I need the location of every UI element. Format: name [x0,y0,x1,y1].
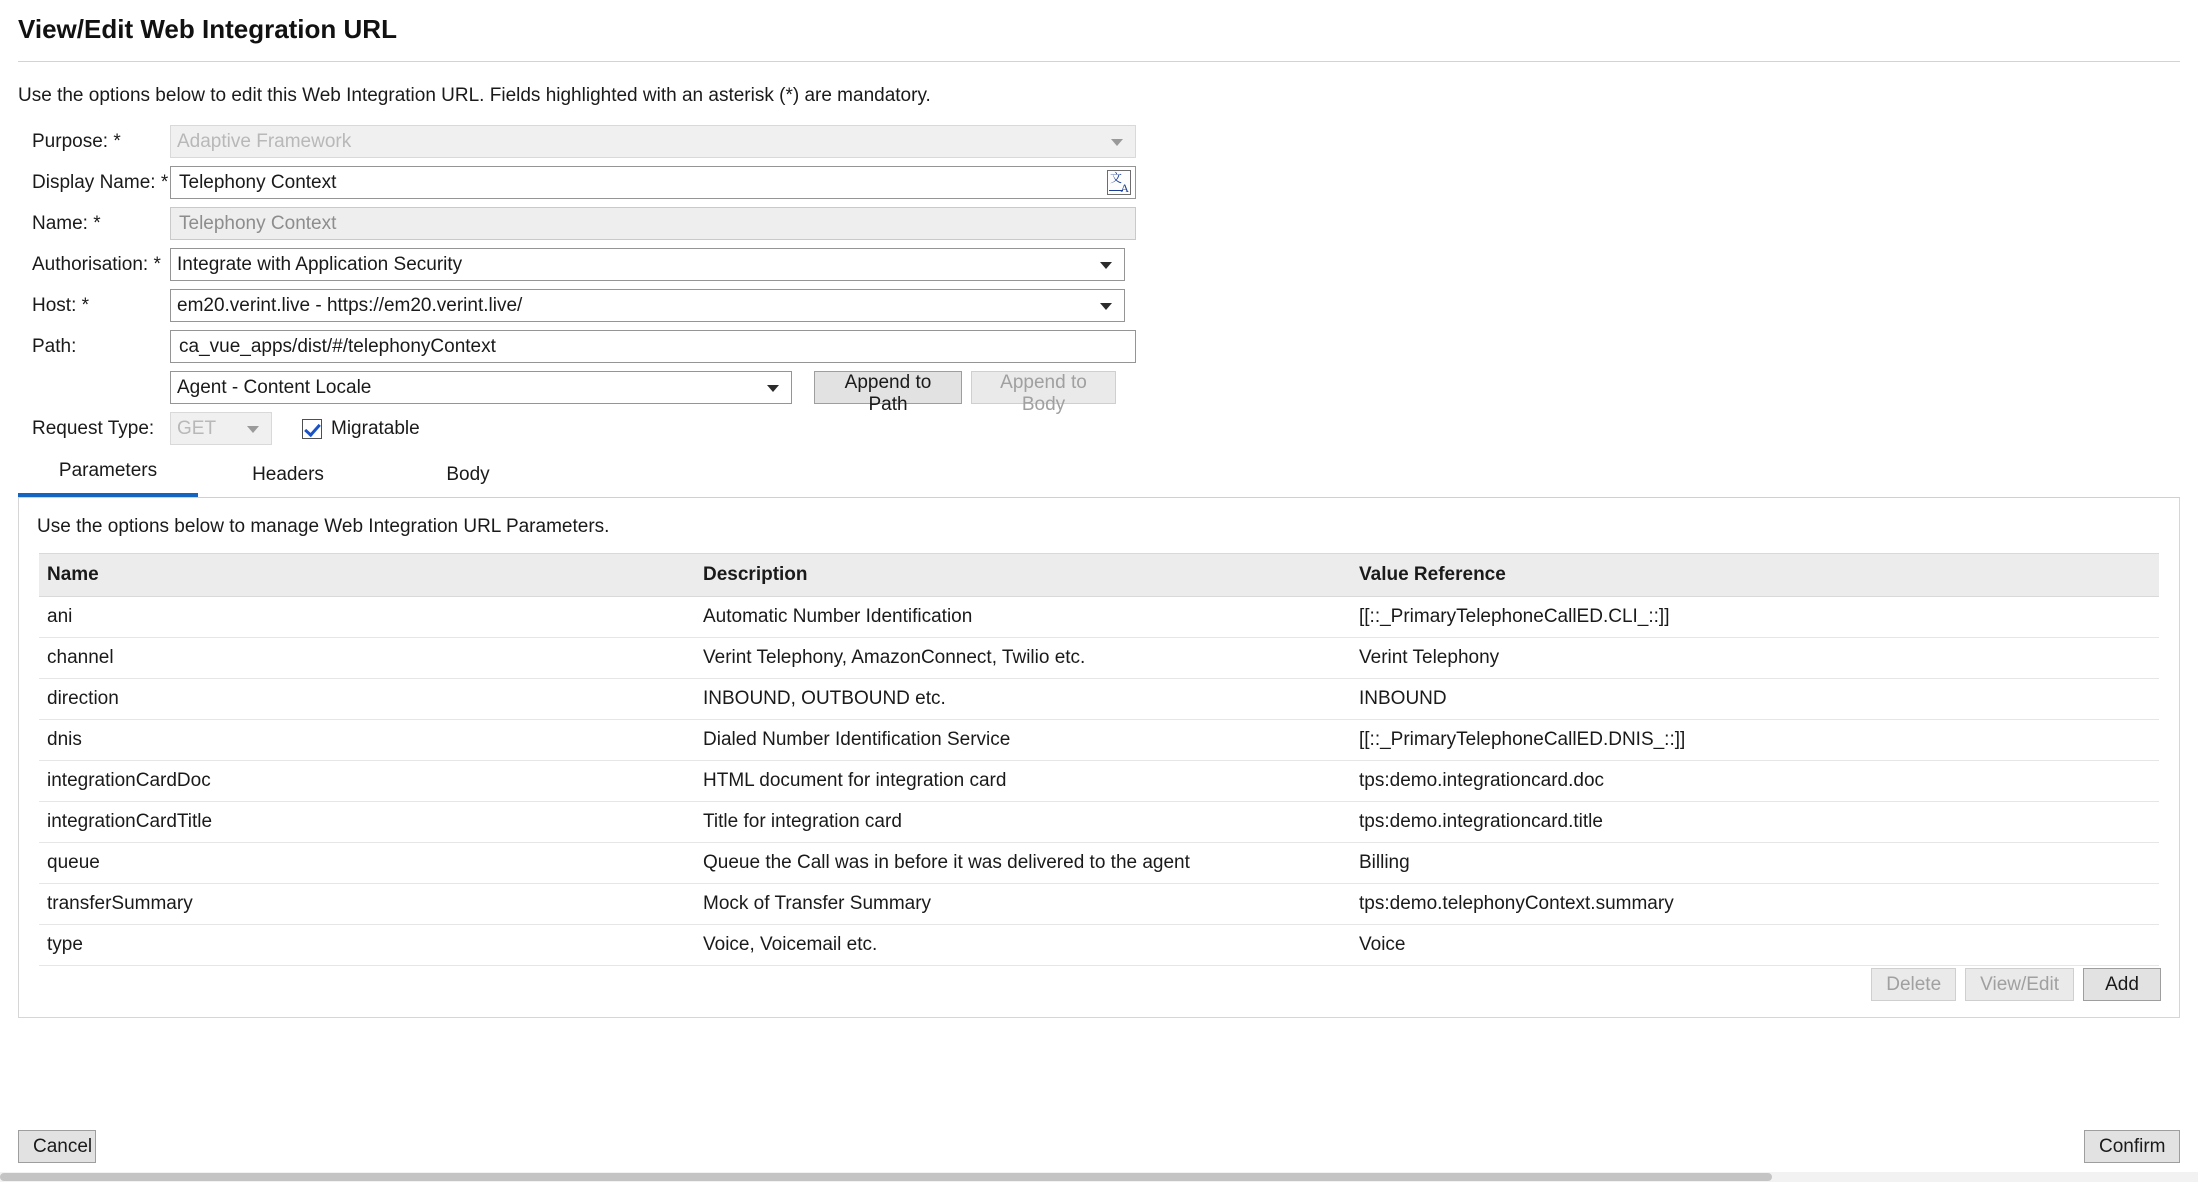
confirm-button[interactable]: Confirm [2084,1130,2180,1163]
horizontal-scrollbar-thumb[interactable] [0,1173,1772,1181]
append-select-wrapper [170,371,792,404]
parameters-panel [18,498,2180,1018]
display-name-label: Display Name: * [32,171,169,193]
authorisation-row [18,248,2180,281]
cell-value-reference: INBOUND [1351,679,2159,720]
table-row[interactable] [39,679,2159,720]
path-label: Path: [32,335,77,357]
cell-description: Voice, Voicemail etc. [695,925,1351,966]
translate-icon[interactable]: 文 A [1107,170,1131,195]
view-edit-button[interactable]: View/Edit [1965,968,2074,1001]
cancel-button[interactable]: Cancel [18,1130,96,1163]
table-row[interactable] [39,638,2159,679]
request-type-select-wrapper [170,412,272,445]
purpose-row [18,125,2180,158]
append-row [18,371,2180,415]
cell-name: queue [39,843,695,884]
column-header-name[interactable]: Name [39,554,695,597]
purpose-select-wrapper [170,125,1136,158]
delete-button[interactable]: Delete [1871,968,1956,1001]
cell-description: Title for integration card [695,802,1351,843]
cell-description: INBOUND, OUTBOUND etc. [695,679,1351,720]
cell-name: integrationCardDoc [39,761,695,802]
tab-body[interactable]: Body [446,464,490,485]
add-button[interactable]: Add [2083,968,2161,1001]
cell-value-reference: [[::_PrimaryTelephoneCallED.CLI_::]] [1351,597,2159,638]
table-row[interactable] [39,802,2159,843]
tab-bar [18,457,2180,498]
cell-name: transferSummary [39,884,695,925]
host-row [18,289,2180,322]
cell-value-reference: Verint Telephony [1351,638,2159,679]
column-header-description[interactable]: Description [695,554,1351,597]
cell-name: direction [39,679,695,720]
page-intro: Use the options below to edit this Web Integration URL. Fields highlighted with an asterisk (*) are mandatory. [18,85,931,106]
host-label: Host: * [32,294,90,316]
table-row[interactable] [39,884,2159,925]
cell-description: HTML document for integration card [695,761,1351,802]
cell-name: type [39,925,695,966]
request-method-select[interactable] [170,412,272,445]
table-row[interactable] [39,761,2159,802]
cell-name: dnis [39,720,695,761]
cell-description: Automatic Number Identification [695,597,1351,638]
display-name-input[interactable] [170,166,1136,199]
purpose-select[interactable] [170,125,1136,158]
cell-description: Queue the Call was in before it was delivered to the agent [695,843,1351,884]
panel-intro: Use the options below to manage Web Integration URL Parameters. [37,516,610,537]
cell-description: Mock of Transfer Summary [695,884,1351,925]
append-token-select[interactable] [170,371,792,404]
path-input[interactable] [170,330,1136,363]
request-type-row [18,412,2180,445]
horizontal-scrollbar[interactable] [0,1172,2198,1182]
parameters-table [39,553,2159,966]
panel-action-buttons [1871,968,2161,1001]
append-to-body-button[interactable]: Append to Body [971,371,1116,404]
name-row [18,207,2180,240]
parameters-table-head [39,554,2159,597]
table-row[interactable] [39,925,2159,966]
cell-name: integrationCardTitle [39,802,695,843]
table-row[interactable] [39,720,2159,761]
dialog-footer [18,1130,2180,1164]
authorisation-label: Authorisation: * [32,253,161,275]
cell-name: ani [39,597,695,638]
display-name-row [18,166,2180,199]
migratable-label: Migratable [331,417,420,439]
request-type-label: Request Type: [32,417,155,439]
host-select-wrapper [170,289,1125,322]
append-to-path-button[interactable]: Append to Path [814,371,962,404]
column-header-value-reference[interactable]: Value Reference [1351,554,2159,597]
migratable-checkbox-group[interactable] [302,418,420,440]
cell-description: Dialed Number Identification Service [695,720,1351,761]
purpose-label: Purpose: * [32,130,121,152]
parameters-table-body [39,597,2159,966]
cell-value-reference: tps:demo.telephonyContext.summary [1351,884,2159,925]
tab-headers[interactable]: Headers [252,464,324,485]
tab-parameters[interactable]: Parameters [18,460,198,497]
cell-value-reference: Voice [1351,925,2159,966]
migratable-checkbox[interactable] [302,419,322,439]
authorisation-select-wrapper [170,248,1125,281]
table-row[interactable] [39,843,2159,884]
cell-value-reference: tps:demo.integrationcard.doc [1351,761,2159,802]
name-label: Name: * [32,212,101,234]
page-title: View/Edit Web Integration URL [18,14,397,44]
integration-form [18,125,2180,445]
path-row [18,330,2180,363]
table-header-row [39,554,2159,597]
cell-value-reference: Billing [1351,843,2159,884]
host-select[interactable] [170,289,1125,322]
cell-description: Verint Telephony, AmazonConnect, Twilio etc. [695,638,1351,679]
display-name-control [170,166,1136,199]
authorisation-select[interactable] [170,248,1125,281]
cell-name: channel [39,638,695,679]
cell-value-reference: [[::_PrimaryTelephoneCallED.DNIS_::]] [1351,720,2159,761]
cell-value-reference: tps:demo.integrationcard.title [1351,802,2159,843]
name-input[interactable]: Telephony Context [170,207,1136,240]
table-row[interactable] [39,597,2159,638]
